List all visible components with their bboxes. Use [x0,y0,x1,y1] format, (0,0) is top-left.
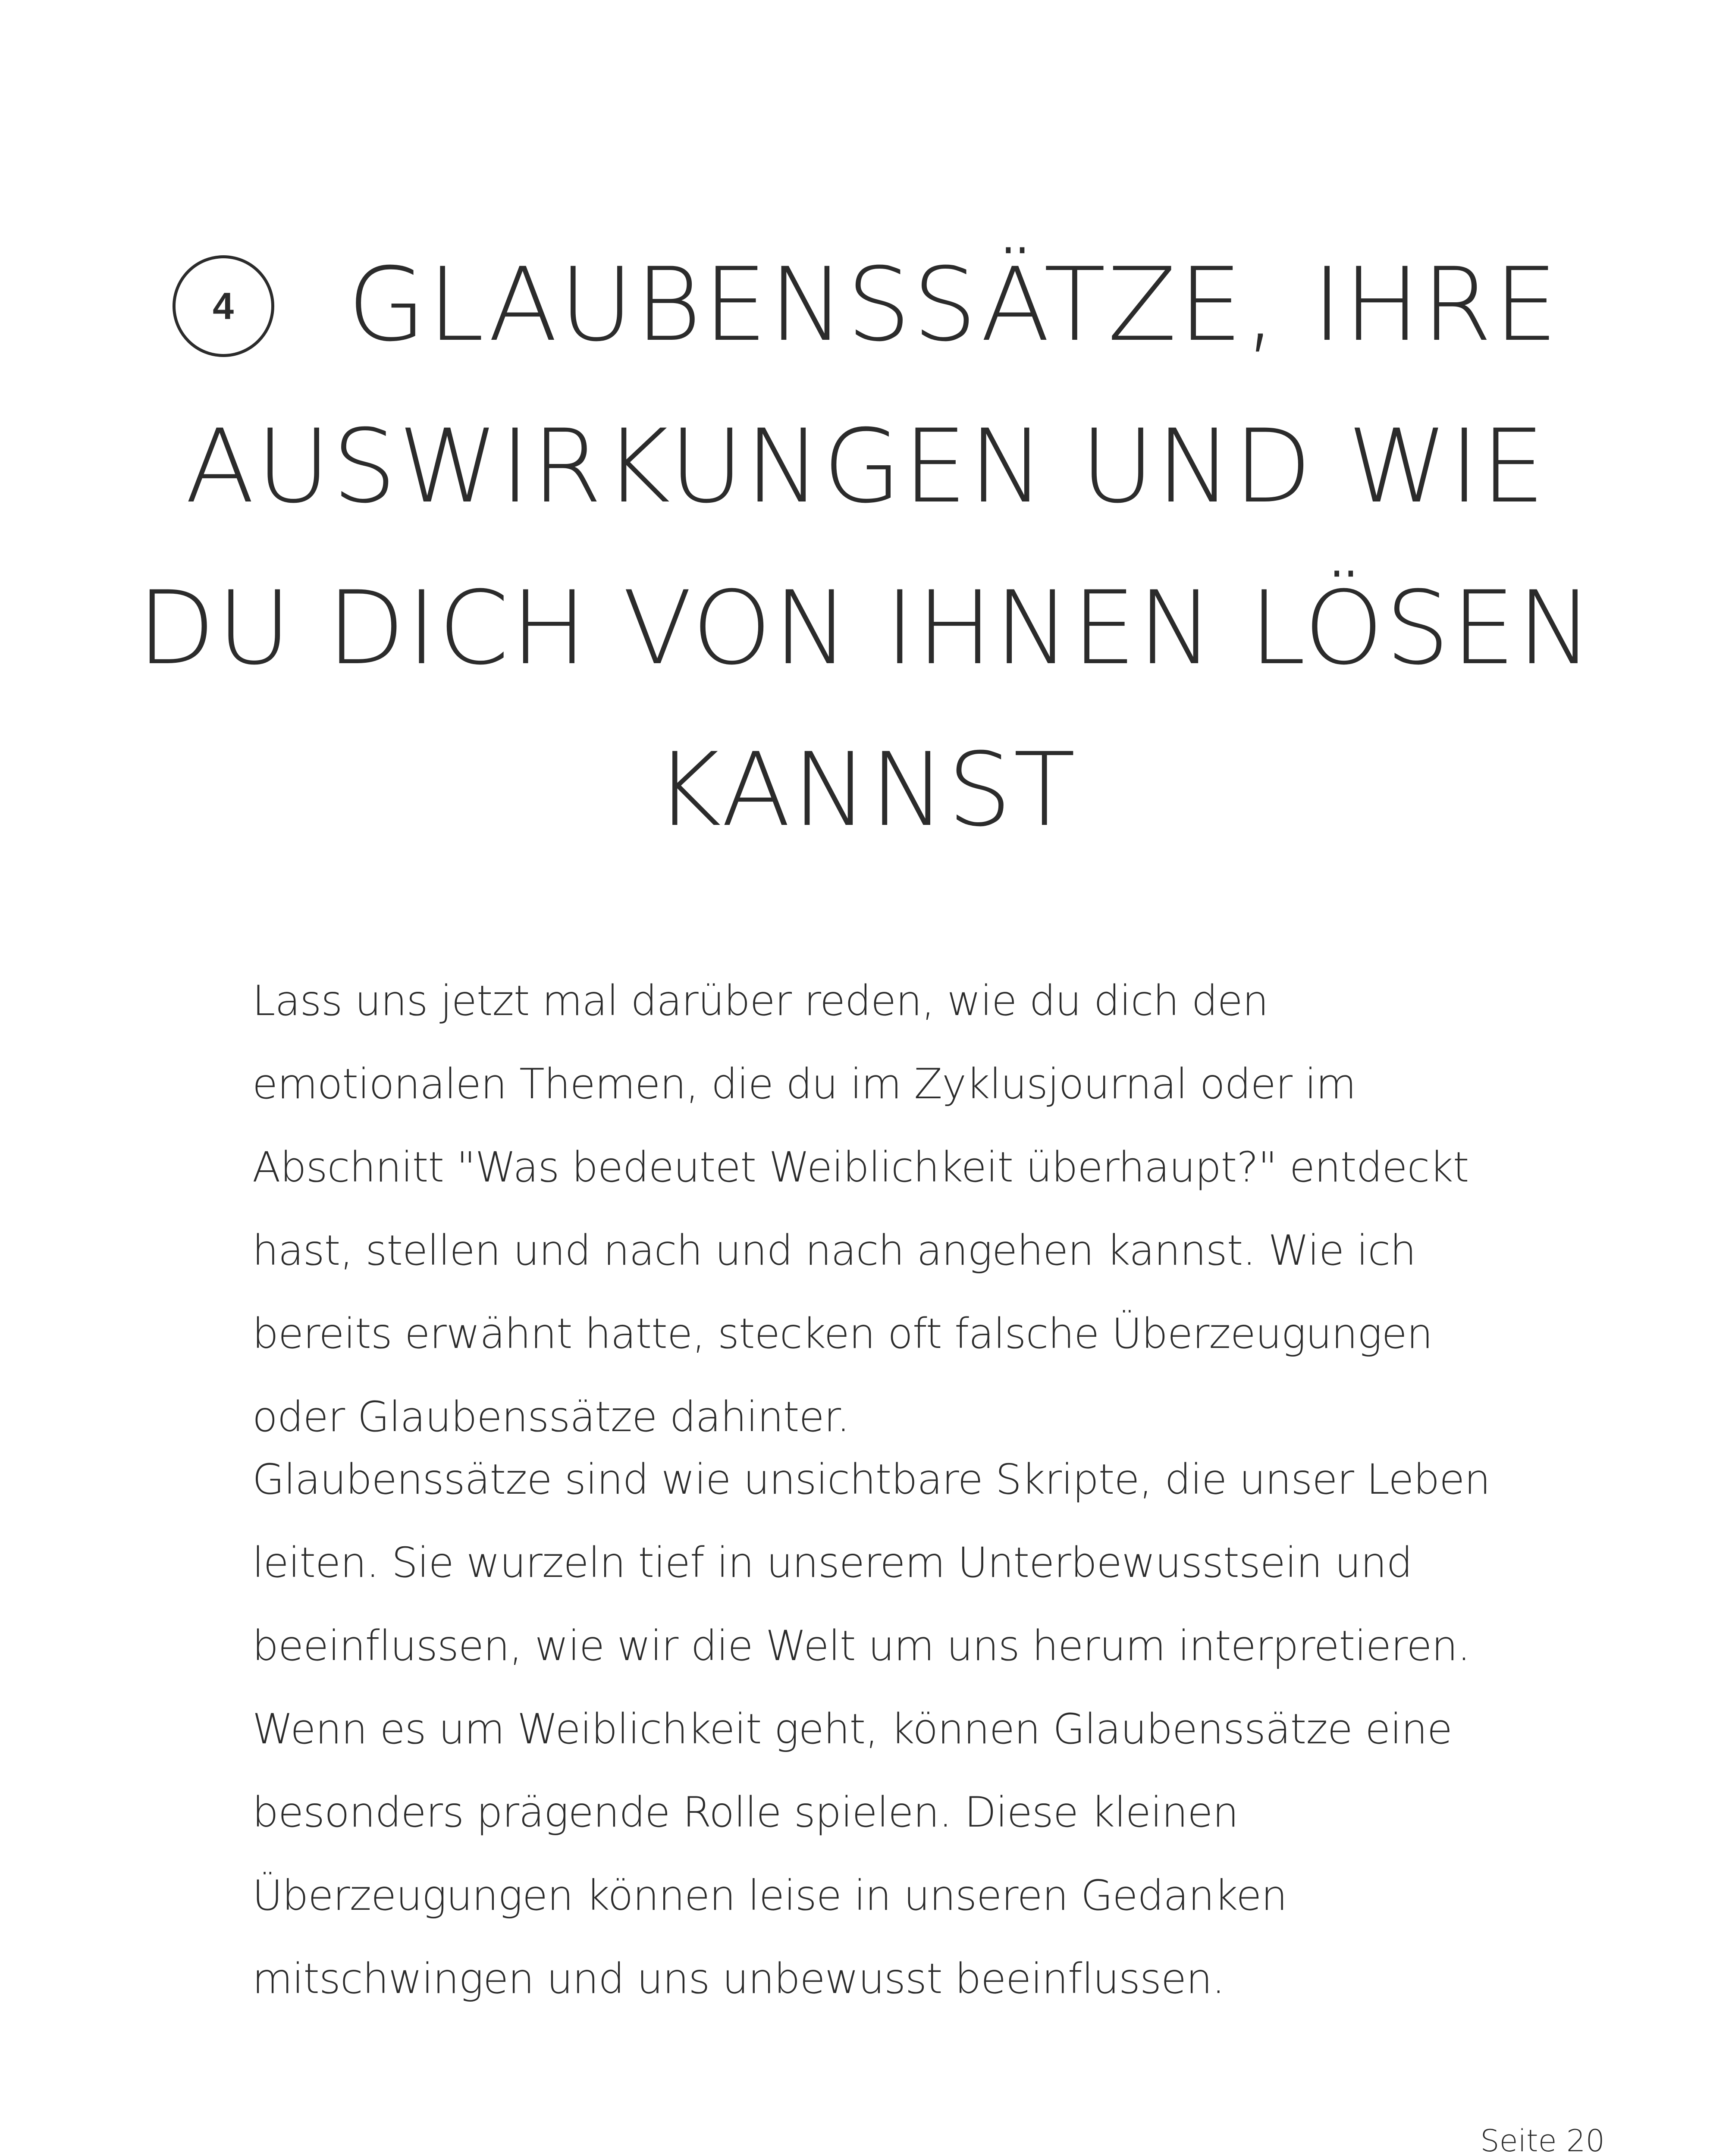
body-paragraph-2: Glaubenssätze sind wie unsichtbare Skripte, die unser Leben leiten. Sie wurzeln tief in unserem Unterbewusstsein und beeinflussen, wie wir die Welt um uns herum interpretieren. Wenn es um Weiblichkeit geht, können Glaubenssätze eine besonders prägende Rolle spielen. Diese kleinen Überzeugungen können leise in unseren Gedanken mitschwingen und uns unbewusst beeinflussen. [252,1455,1490,2003]
chapter-number-badge: 4 [173,255,274,357]
chapter-heading [129,224,1603,871]
page-number: Seite 20 [1480,2123,1605,2156]
chapter-title: GLAUBENSSÄTZE, IHRE AUSWIRKUNGEN UND WIE DU DICH VON IHNEN LÖSEN KANNST [137,246,1595,849]
body-paragraph-1: Lass uns jetzt mal darüber reden, wie du dich den emotionalen Themen, die du im Zyklusjournal oder im Abschnitt "Was bedeutet Weiblichkeit überhaupt?" entdeckt hast, stellen und nach und nach angehen kannst. Wie ich bereits erwähnt hatte, stecken oft falsche Überzeugungen oder Glaubenssätze dahinter. [252,977,1469,1441]
